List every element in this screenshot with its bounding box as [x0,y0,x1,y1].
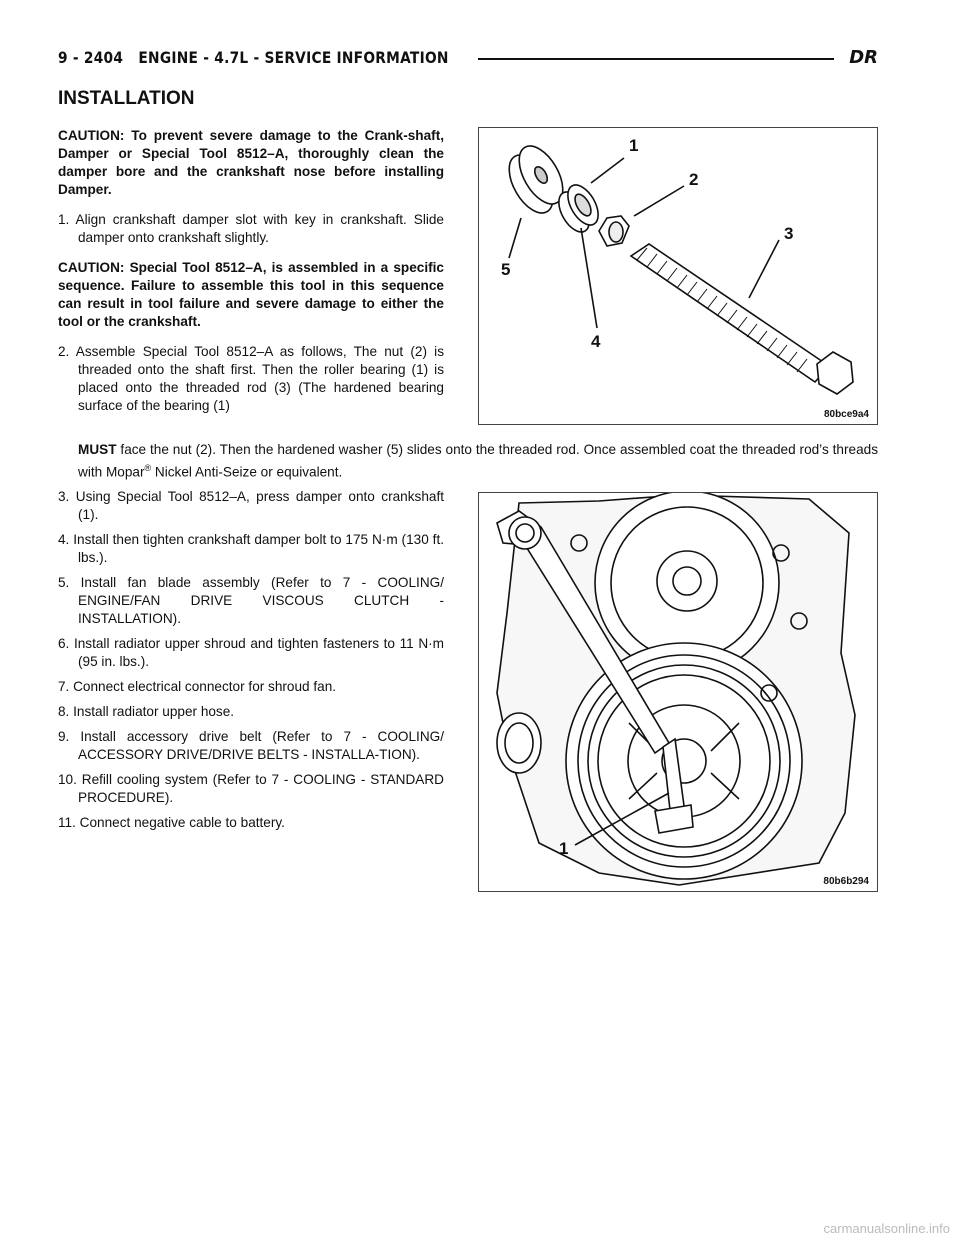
step-9: 9. Install accessory drive belt (Refer to 7 - COOLING/ ACCESSORY DRIVE/DRIVE BELTS - INSTALLA-TION). [58,729,444,762]
left-column-top [58,127,444,415]
section-title: ENGINE - 4.7L - SERVICE INFORMATION [138,48,449,67]
section-heading: INSTALLATION [58,88,195,109]
step-8: 8. Install radiator upper hose. [58,704,235,719]
callout-2: 2 [689,170,699,189]
step-2-text: face the nut (2). Then the hardened washer (5) slides onto the threaded rod. Once assembled coat the threaded rod’s threads with Mopar [78,442,878,480]
step-11: 11. Connect negative cable to battery. [58,815,285,830]
engine-illustration [479,493,877,891]
header-title [58,48,449,67]
callout-1: 1 [629,136,639,155]
step-2-text-end: Nickel Anti-Seize or equivalent. [154,464,343,480]
figure-id-2: 80b6b294 [823,876,869,887]
damper-install-figure [478,492,878,892]
step-4: 4. Install then tighten crankshaft damper bolt to 175 N·m (130 ft. lbs.). [58,532,444,565]
model-code: DR [849,47,878,68]
step-5: 5. Install fan blade assembly (Refer to 7 - COOLING/ ENGINE/FAN DRIVE VISCOUS CLUTCH - INSTALLATION). [58,575,444,626]
step-3: 3. Using Special Tool 8512–A, press damper onto crankshaft (1). [58,489,444,522]
step-6: 6. Install radiator upper shroud and tighten fasteners to 11 N·m (95 in. lbs.). [58,636,444,669]
figure-id: 80bce9a4 [823,409,869,420]
watermark: carmanualsonline.info [823,1221,950,1236]
page-ref: 9 - 2404 [58,48,124,67]
callout-1-engine: 1 [559,839,569,858]
registered-mark: ® [144,463,152,473]
step-7: 7. Connect electrical connector for shroud fan. [58,679,337,694]
caution-2: CAUTION: Special Tool 8512–A, is assembled in a specific sequence. Failure to assemble this tool in this sequence can result in tool failure and severe damage to either the tool or the crankshaft. [58,260,444,329]
header-rule [478,58,834,60]
left-column-steps [58,488,444,832]
callout-3: 3 [784,224,794,243]
must-emphasis: MUST [78,442,117,457]
callout-4: 4 [591,332,601,351]
tool-illustration [479,128,877,424]
step-10: 10. Refill cooling system (Refer to 7 - COOLING - STANDARD PROCEDURE). [58,772,444,805]
step-2: 2. Assemble Special Tool 8512–A as follows, The nut (2) is threaded onto the shaft first. Then the roller bearing (1) is placed onto the threaded rod (3) (The hardened bearing surface of the bearing (1) [58,344,444,413]
tool-exploded-figure [478,127,878,425]
callout-5: 5 [501,260,511,279]
page-header [58,48,878,74]
caution-1: CAUTION: To prevent severe damage to the Crank-shaft, Damper or Special Tool 8512–A, thoroughly clean the damper bore and the crankshaft nose before installing Damper. [58,128,444,197]
step-2-continued [58,441,878,482]
step-1: 1. Align crankshaft damper slot with key in crankshaft. Slide damper onto crankshaft slightly. [58,212,444,245]
